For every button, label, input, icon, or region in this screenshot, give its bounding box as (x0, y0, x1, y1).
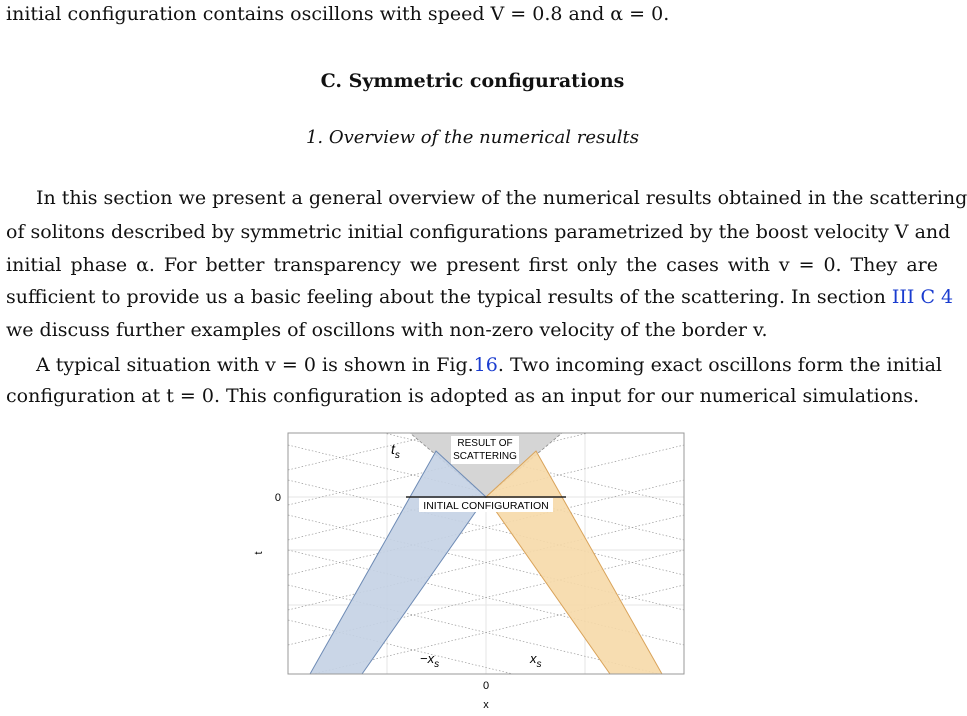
paragraph-2-line-1 (36, 354, 943, 376)
paragraph-1-line-1: In this section we present a general overview of the numerical results obtained in the scattering (36, 187, 967, 209)
x-tick-zero: 0 (482, 680, 490, 692)
xs-sub: s (536, 659, 542, 670)
initial-config-label: INITIAL CONFIGURATION (423, 500, 549, 512)
result-label-line-1: RESULT OF (457, 438, 513, 449)
figure-16 (250, 425, 700, 716)
section-link-iiic4[interactable]: III C 4 (891, 286, 954, 308)
section-heading: C. Symmetric configurations (320, 70, 625, 92)
ts-label-sub: s (394, 450, 400, 461)
paragraph-1-line-4 (6, 286, 954, 308)
y-tick-zero: 0 (274, 492, 281, 504)
y-axis-label: t (253, 551, 265, 555)
paragraph-1-line-5: we discuss further examples of oscillons with non-zero velocity of the border v. (6, 319, 768, 341)
paragraph-2-line-1-text: A typical situation with v = 0 is shown in Fig. (36, 354, 474, 376)
paragraph-1-line-2: of solitons described by symmetric initial configurations parametrized by the boost velocity V and (6, 221, 951, 243)
paragraph-2-line-2: configuration at t = 0. This configuration is adopted as an input for our numerical simulations. (6, 385, 920, 407)
xs-main: x (530, 651, 537, 666)
result-label-line-2: SCATTERING (453, 451, 517, 462)
subsection-heading: 1. Overview of the numerical results (305, 127, 640, 148)
ts-label-main: t (391, 441, 395, 457)
top-text-line: initial configuration contains oscillons with speed V = 0.8 and α = 0. (6, 3, 670, 25)
figure-link-16[interactable]: 16 (473, 354, 498, 376)
paragraph-1-line-3: initial phase α. For better transparency we present first only the cases with v = 0. They are (6, 254, 938, 276)
paragraph-2-line-1-after: . Two incoming exact oscillons form the initial (497, 354, 943, 376)
x-axis-label: x (483, 699, 489, 711)
neg-xs-sub: s (434, 659, 440, 670)
neg-xs-main: −x (420, 651, 435, 666)
paragraph-1-line-4-text: sufficient to provide us a basic feeling about the typical results of the scattering. In section (6, 286, 892, 308)
